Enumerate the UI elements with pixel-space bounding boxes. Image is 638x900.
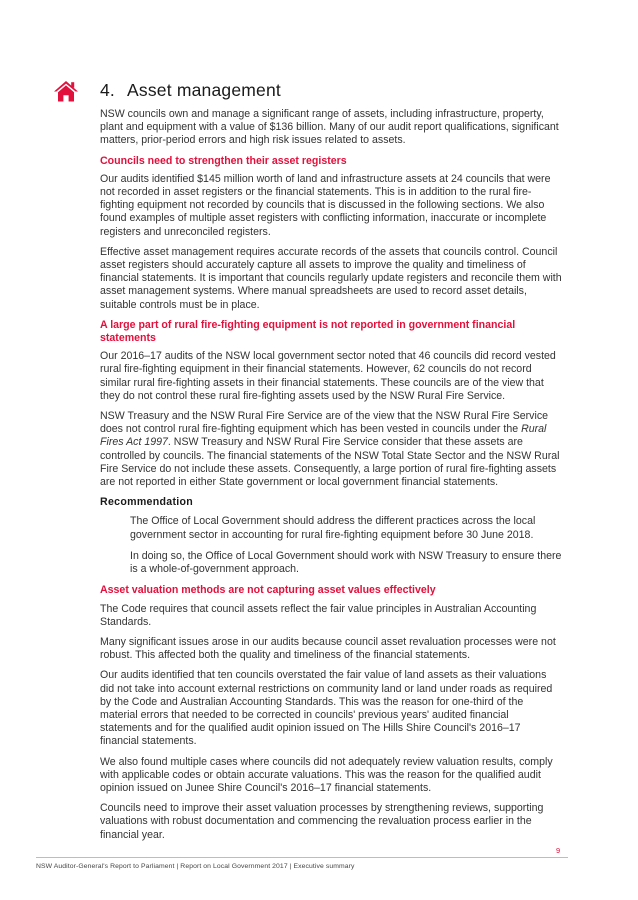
paragraph: Our audits identified $145 million worth of land and infrastructure assets at 24 councils that were not recorded in asset registers or the financial statements. This is in addition to the rural fire-fighting equipment not recorded by councils that is discussed in the following sections. We also found examples of multiple asset registers with conflicting information, inaccurate or incomplete registers and unreconciled registers. xyxy=(100,172,551,238)
paragraph: The Code requires that council assets reflect the fair value principles in Australian Accounting Standards. xyxy=(100,602,537,628)
paragraph: Our audits identified that ten councils overstated the fair value of land assets as their valuations did not take into account external restrictions on community land or land under roads as required by the Code and Australian Accounting Standards. This was the reason for one-third of the material errors that needed to be corrected in councils' previous years' audited financial statements and for the qualified audit opinion issued on The Hills Shire Council's 2016–17 financial statements. xyxy=(100,669,553,748)
paragraph: Effective asset management requires accurate records of the assets that councils control. Council asset registers should accurately capture all assets to improve the quality and timeliness of financial statements. It is important that councils regularly update registers and reconcile them with asset management systems. Where manual spreadsheets are used to record asset details, suitable controls must be in place. xyxy=(100,245,562,311)
document-body xyxy=(100,108,562,849)
page-title xyxy=(100,80,281,101)
home-icon xyxy=(54,80,78,102)
act-title: Rural Fires Act 1997 xyxy=(100,423,547,449)
page-number: 9 xyxy=(556,846,561,855)
subheading-asset-registers: Councils need to strengthen their asset registers xyxy=(100,154,347,167)
footer-text: NSW Auditor-General's Report to Parliament | Report on Local Government 2017 | Executive summary xyxy=(36,863,355,870)
section-number: 4. xyxy=(100,80,115,100)
paragraph-text: . NSW Treasury and NSW Rural Fire Service consider that these assets are controlled by councils. The financial statements of the NSW Total State Sector and the NSW Rural Fire Service do not include these assets. Consequently, a large portion of rural fire-fighting assets are not reported in either State government or local government financial statements. xyxy=(100,436,560,489)
paragraph: Many significant issues arose in our audits because council asset revaluation processes were not robust. This affected both the quality and timeliness of the financial statements. xyxy=(100,635,556,662)
paragraph: Our 2016–17 audits of the NSW local government sector noted that 46 councils did record vested rural fire-fighting equipment in their financial statements. However, 62 councils do not record similar rural fire-fighting assets in their financial statements. These councils are of the view that they do not control these rural fire-fighting assets used by the NSW Rural Fire Service. xyxy=(100,350,556,402)
subheading-asset-valuation: Asset valuation methods are not capturing asset values effectively xyxy=(100,584,436,597)
paragraph xyxy=(100,410,562,489)
recommendation-heading: Recommendation xyxy=(100,496,194,509)
subheading-rural-fire-equipment: A large part of rural fire-fighting equipment is not reported in government financial statements xyxy=(100,318,516,345)
paragraph: Councils need to improve their asset valuation processes by strengthening reviews, supporting valuations with robust documentation and commencing the revaluation process earlier in the financial year. xyxy=(100,802,544,841)
intro-paragraph: NSW councils own and manage a significant range of assets, including infrastructure, property, plant and equipment with a value of $136 billion. Many of our audit report qualifications, significant matters, prior-period errors and high risk issues related to assets. xyxy=(100,108,559,147)
section-title: Asset management xyxy=(127,80,281,100)
recommendation-paragraph: In doing so, the Office of Local Government should work with NSW Treasury to ensure there is a whole-of-government approach. xyxy=(130,549,562,576)
footer-divider xyxy=(36,857,568,858)
recommendation-block xyxy=(100,515,562,576)
paragraph-text: NSW Treasury and the NSW Rural Fire Service are of the view that the NSW Rural Fire Service does not control rural fire-fighting equipment which has been vested in councils under the xyxy=(100,410,549,436)
paragraph: We also found multiple cases where councils did not adequately review valuation results, comply with applicable codes or obtain accurate valuations. This was the reason for the qualified audit opinion issued on Junee Shire Council's 2016–17 financial statements. xyxy=(100,755,553,794)
recommendation-paragraph: The Office of Local Government should address the different practices across the local government sector in accounting for rural fire-fighting equipment before 30 June 2018. xyxy=(130,515,536,541)
